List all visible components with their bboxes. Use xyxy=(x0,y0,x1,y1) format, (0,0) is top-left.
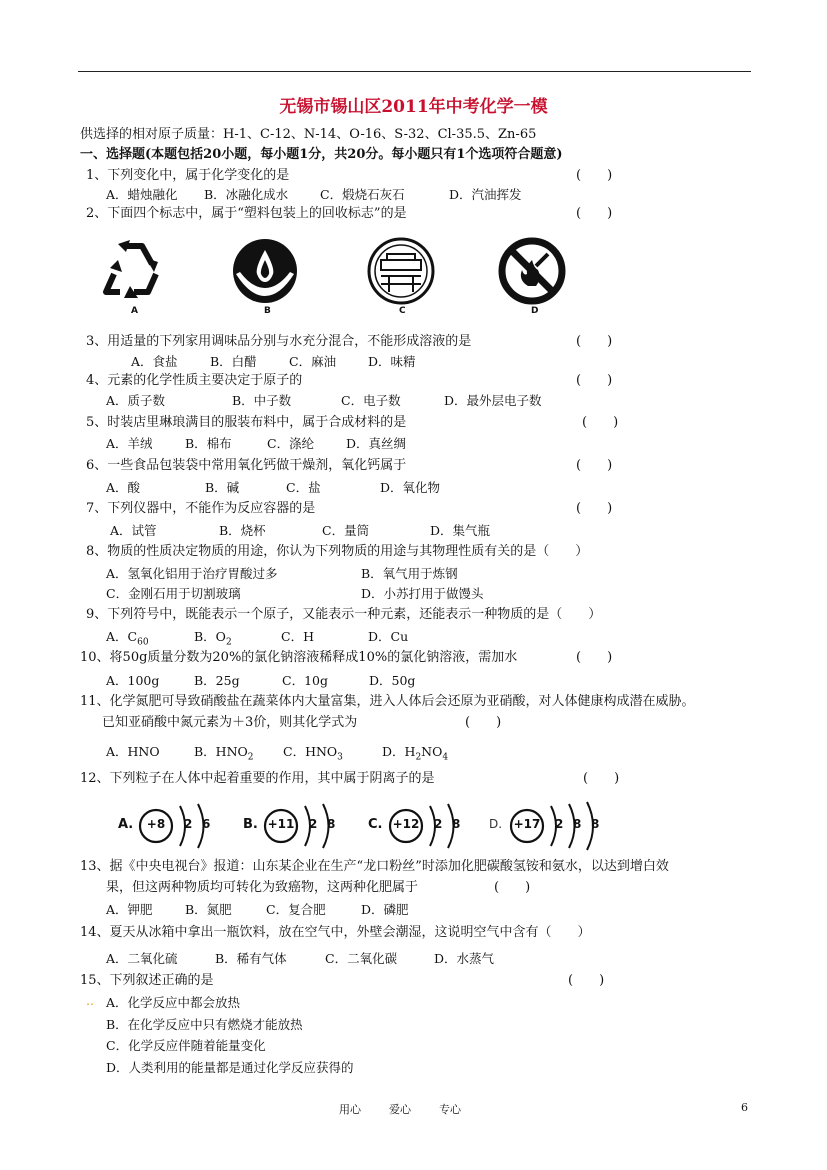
atom-a-label: A. xyxy=(118,817,134,832)
q9-option-c: C．H xyxy=(281,629,314,644)
atom-b-label: B. xyxy=(243,817,258,832)
q11-option-c: C．$HNO_3$ xyxy=(283,744,343,763)
q1-option-d: D．汽油挥发 xyxy=(449,187,522,202)
q1-option-a: A．蜡烛融化 xyxy=(106,187,178,202)
q15-option-c: C．化学反应伴随着能量变化 xyxy=(106,1038,266,1053)
q8-option-b: B．氧气用于炼钢 xyxy=(361,566,458,581)
footer-text-1: 用心 xyxy=(339,1103,361,1116)
q14-option-a: A．二氧化硫 xyxy=(106,951,178,966)
q13-option-d: D．磷肥 xyxy=(361,902,409,917)
q11-option-d: D．$H_2NO_4$ xyxy=(382,744,449,763)
q14-stem: 14、夏天从冰箱中拿出一瓶饮料，放在空气中，外壁会潮湿，这说明空气中含有（ ） xyxy=(80,925,591,940)
atomic-mass-line: 供选择的相对原子质量：H-1、C-12、N-14、O-16、S-32、Cl-35.5、Zn-65 xyxy=(80,127,537,142)
q7-stem: 7、下列仪器中，不能作为反应容器的是 xyxy=(86,501,316,516)
decorative-dots: ‥ xyxy=(86,994,95,1008)
page-number: 6 xyxy=(741,1101,748,1114)
building-icon xyxy=(365,236,437,306)
atom-diagram-d xyxy=(489,800,619,852)
atom-a-nucleus: +8 xyxy=(146,817,166,831)
q10-stem: 10、将50g质量分数为20%的氯化钠溶液稀释成10%的氯化钠溶液，需加水 xyxy=(80,650,518,665)
no-fire-icon xyxy=(496,236,568,306)
section-heading: 一、选择题(本题包括20小题，每小题1分，共20分。每小题只有1个选项符合题意) xyxy=(80,147,563,162)
atom-d-nucleus: +17 xyxy=(513,817,541,831)
q9-stem: 9、下列符号中，既能表示一个原子，又能表示一种元素，还能表示一种物质的是（ ） xyxy=(86,607,602,622)
footer-text-2: 爱心 xyxy=(389,1103,411,1116)
atom-c-shell-2: 8 xyxy=(452,817,461,831)
q13-option-c: C．复合肥 xyxy=(266,902,326,917)
q1-answer-paren: ( ) xyxy=(576,168,613,183)
atom-d-shell-3: 8 xyxy=(591,817,600,831)
q4-option-c: C．电子数 xyxy=(341,393,401,408)
q5-option-b: B．棉布 xyxy=(185,436,232,451)
logo-d-label: D xyxy=(531,306,539,316)
atom-d-shell-1: 2 xyxy=(555,817,564,831)
q9-option-d: D．Cu xyxy=(368,629,409,644)
q5-answer-paren: ( ) xyxy=(582,415,619,430)
atom-diagram-b xyxy=(243,800,353,852)
atom-b-shell-1: 2 xyxy=(309,817,318,831)
q3-option-d: D．味精 xyxy=(368,354,416,369)
logo-b-label: B xyxy=(264,306,271,316)
q15-option-b: B．在化学反应中只有燃烧才能放热 xyxy=(106,1017,303,1032)
header-rule xyxy=(78,71,751,72)
q5-option-d: D．真丝绸 xyxy=(346,436,407,451)
q10-option-b: B．25g xyxy=(194,673,240,688)
q8-stem: 8、物质的性质决定物质的用途，你认为下列物质的用途与其物理性质有关的是（ ） xyxy=(86,544,589,559)
q3-stem: 3、用适量的下列家用调味品分别与水充分混合，不能形成溶液的是 xyxy=(86,334,472,349)
q14-option-d: D．水蒸气 xyxy=(434,951,495,966)
q7-answer-paren: ( ) xyxy=(576,501,613,516)
q3-option-b: B．白醋 xyxy=(210,354,257,369)
q10-option-d: D．50g xyxy=(369,673,416,688)
q6-option-a: A．酸 xyxy=(106,480,141,495)
q13-option-b: B．氮肥 xyxy=(185,902,232,917)
q11-option-b: B．$HNO_2$ xyxy=(194,744,254,763)
q13-stem-line2: 果，但这两种物质均可转化为致癌物，这两种化肥属于 xyxy=(106,880,419,895)
q14-option-b: B．稀有气体 xyxy=(215,951,287,966)
q2-stem: 2、下面四个标志中，属于“塑料包装上的回收标志”的是 xyxy=(86,206,407,221)
q10-option-a: A．100g xyxy=(106,673,160,688)
q11-stem-line1: 11、化学氮肥可导致硝酸盐在蔬菜体内大量富集，进入人体后会还原为亚硝酸，对人体健康构成潜在威胁。 xyxy=(80,694,695,709)
q7-option-a: A．试管 xyxy=(110,523,157,538)
q4-option-a: A．质子数 xyxy=(106,393,166,408)
q5-option-c: C．涤纶 xyxy=(267,436,315,451)
q12-answer-paren: ( ) xyxy=(583,771,620,786)
atom-c-shell-1: 2 xyxy=(434,817,443,831)
q1-option-c: C．煅烧石灰石 xyxy=(320,187,405,202)
atom-a-shell-1: 2 xyxy=(184,817,193,831)
q11-answer-paren: ( ) xyxy=(465,715,502,730)
atom-c-nucleus: +12 xyxy=(392,817,420,831)
q9-option-b: B．$O_2$ xyxy=(194,629,232,648)
q7-option-d: D．集气瓶 xyxy=(430,523,491,538)
q7-option-c: C．量筒 xyxy=(322,523,370,538)
water-saving-icon xyxy=(230,236,300,306)
q4-option-b: B．中子数 xyxy=(232,393,292,408)
q12-stem: 12、下列粒子在人体中起着重要的作用，其中属于阴离子的是 xyxy=(80,771,435,786)
q8-option-a: A．氢氧化铝用于治疗胃酸过多 xyxy=(106,566,278,581)
logo-c-label: C xyxy=(399,306,406,316)
q15-stem: 15、下列叙述正确的是 xyxy=(80,973,214,988)
q11-option-a: A．HNO xyxy=(106,744,160,759)
logo-a-label: A xyxy=(131,306,138,316)
atom-a-shell-2: 6 xyxy=(202,817,211,831)
q6-option-d: D．氧化物 xyxy=(380,480,441,495)
atom-b-nucleus: +11 xyxy=(267,817,295,831)
atom-diagram-c xyxy=(368,800,478,852)
q10-answer-paren: ( ) xyxy=(576,650,613,665)
q6-option-c: C．盐 xyxy=(286,480,321,495)
q4-option-d: D．最外层电子数 xyxy=(444,393,542,408)
atom-b-shell-2: 8 xyxy=(327,817,336,831)
q4-stem: 4、元素的化学性质主要决定于原子的 xyxy=(86,373,303,388)
q1-stem: 1、下列变化中，属于化学变化的是 xyxy=(86,168,290,183)
q3-answer-paren: ( ) xyxy=(576,334,613,349)
q3-option-c: C．麻油 xyxy=(289,354,337,369)
q6-stem: 6、一些食品包装袋中常用氧化钙做干燥剂，氧化钙属于 xyxy=(86,458,407,473)
q11-stem-line2: 已知亚硝酸中氮元素为＋3价，则其化学式为 xyxy=(102,715,358,730)
atom-c-label: C. xyxy=(368,817,383,832)
footer-text-3: 专心 xyxy=(439,1103,461,1116)
q6-option-b: B．碱 xyxy=(205,480,240,495)
recycle-icon xyxy=(96,236,174,306)
q15-answer-paren: ( ) xyxy=(568,973,605,988)
q14-option-c: C．二氧化碳 xyxy=(325,951,398,966)
q8-option-c: C．金刚石用于切割玻璃 xyxy=(106,586,241,601)
q4-answer-paren: ( ) xyxy=(576,373,613,388)
q7-option-b: B．烧杯 xyxy=(219,523,266,538)
q15-option-a: A．化学反应中都会放热 xyxy=(106,995,241,1010)
q8-option-d: D．小苏打用于做馒头 xyxy=(361,586,484,601)
q5-option-a: A．羊绒 xyxy=(106,436,153,451)
q13-option-a: A．钾肥 xyxy=(106,902,153,917)
atom-d-shell-2: 8 xyxy=(573,817,582,831)
q10-option-c: C．10g xyxy=(282,673,328,688)
page-title: 无锡市锡山区2011年中考化学一模 xyxy=(279,97,548,117)
q13-stem-line1: 13、据《中央电视台》报道：山东某企业在生产“龙口粉丝”时添加化肥碳酸氢铵和氨水，以达到增白效 xyxy=(80,859,669,874)
atom-diagram-a xyxy=(118,800,228,852)
q5-stem: 5、时装店里琳琅满目的服装布料中，属于合成材料的是 xyxy=(86,415,407,430)
q6-answer-paren: ( ) xyxy=(576,458,613,473)
q15-option-d: D．人类利用的能量都是通过化学反应获得的 xyxy=(106,1060,354,1075)
atom-d-label: D. xyxy=(489,817,503,831)
q9-option-a: A．$C_{60}$ xyxy=(106,629,149,648)
q13-answer-paren: ( ) xyxy=(494,880,531,895)
q2-answer-paren: ( ) xyxy=(576,206,613,221)
q1-option-b: B．冰融化成水 xyxy=(204,187,289,202)
q3-option-a: A．食盐 xyxy=(131,354,178,369)
